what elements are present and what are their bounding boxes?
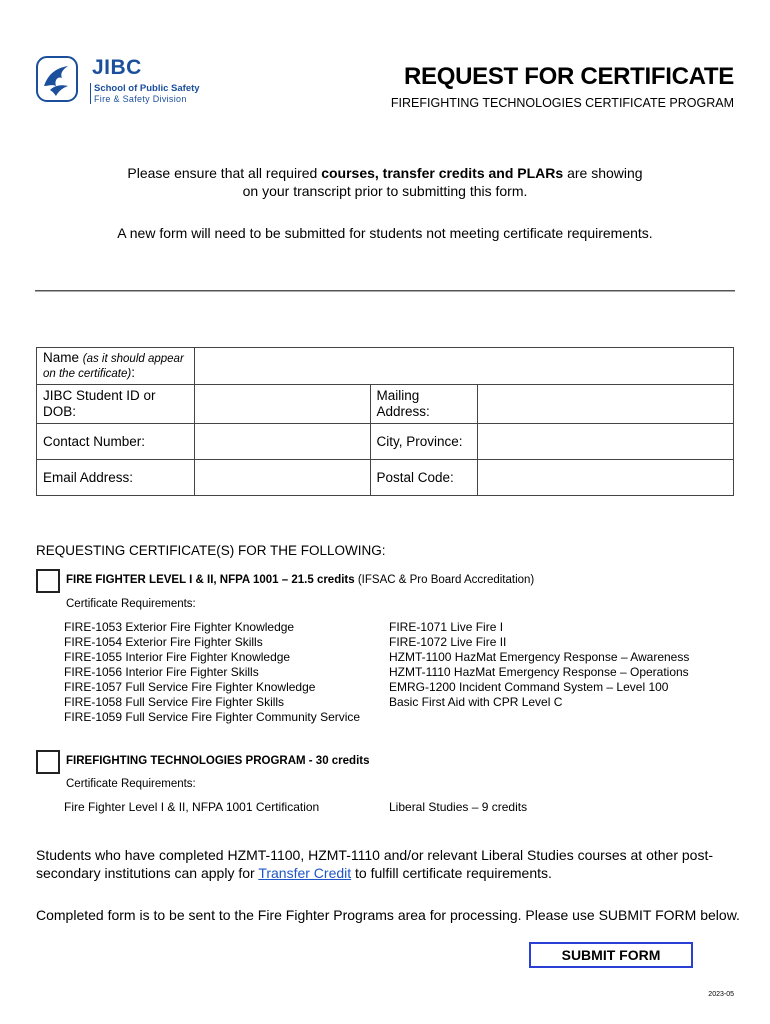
- notice-text: A new form will need to be submitted for students not meeting certificate requirements.: [117, 225, 653, 241]
- logo-name: JIBC: [92, 56, 142, 79]
- jibc-logo: [36, 56, 236, 108]
- course-item: FIRE-1072 Live Fire II: [389, 635, 507, 649]
- firefighting-tech-req-label: Certificate Requirements:: [66, 778, 196, 790]
- mailing-address-label: Mailing Address:: [370, 385, 478, 424]
- submit-form-button[interactable]: SUBMIT FORM: [529, 942, 693, 968]
- course-item: FIRE-1056 Interior Fire Fighter Skills: [64, 665, 259, 679]
- form-version: 2023-05: [708, 991, 734, 998]
- student-id-label: JIBC Student ID or DOB:: [37, 385, 195, 424]
- logo-divider: [90, 83, 91, 104]
- name-label-text: Name: [43, 350, 83, 365]
- course-item: HZMT-1110 HazMat Emergency Response – Operations: [389, 665, 689, 679]
- email-label: Email Address:: [37, 460, 195, 496]
- transfer-credit-note: [36, 846, 736, 882]
- email-field[interactable]: [194, 460, 370, 496]
- name-hint: (as it should appear on the certificate): [43, 353, 184, 380]
- fire-fighter-right-courses: [389, 620, 689, 710]
- postal-code-label: Postal Code:: [370, 460, 478, 496]
- intro-part1: Please ensure that all required: [127, 165, 322, 181]
- logo-division: Fire & Safety Division: [94, 94, 187, 104]
- intro-bold: courses, transfer credits and PLARs: [321, 165, 564, 181]
- transfer-note-part2: to fulfill certificate requirements.: [351, 865, 552, 881]
- intro-text: [0, 164, 770, 200]
- course-item: FIRE-1057 Full Service Fire Fighter Knowledge: [64, 680, 316, 694]
- name-colon: :: [131, 365, 135, 380]
- firefighting-tech-right-req: Liberal Studies – 9 credits: [389, 800, 528, 814]
- firefighting-tech-checkbox[interactable]: [36, 750, 60, 774]
- fire-fighter-left-courses: [64, 620, 360, 725]
- page-subtitle: FIREFIGHTING TECHNOLOGIES CERTIFICATE PROGRAM: [390, 96, 734, 110]
- name-field[interactable]: [194, 348, 733, 385]
- firefighting-tech-title: [66, 755, 370, 767]
- course-item: Basic First Aid with CPR Level C: [389, 695, 563, 709]
- fire-fighter-title-bold: FIRE FIGHTER LEVEL I & II, NFPA 1001 – 21.5 credits: [66, 574, 355, 586]
- course-item: FIRE-1058 Full Service Fire Fighter Skills: [64, 695, 285, 709]
- postal-code-field[interactable]: [478, 460, 734, 496]
- page-title: REQUEST FOR CERTIFICATE: [404, 63, 734, 90]
- student-id-field[interactable]: [194, 385, 370, 424]
- name-label: [37, 348, 195, 385]
- firefighting-tech-left-req: Fire Fighter Level I & II, NFPA 1001 Certification: [64, 800, 320, 814]
- course-item: FIRE-1059 Full Service Fire Fighter Community Service: [64, 710, 361, 724]
- fire-fighter-req-label: Certificate Requirements:: [66, 598, 196, 610]
- course-item: EMRG-1200 Incident Command System – Level 100: [389, 680, 669, 694]
- contact-number-label: Contact Number:: [37, 424, 195, 460]
- city-province-label: City, Province:: [370, 424, 478, 460]
- logo-school: School of Public Safety: [94, 83, 200, 94]
- intro-line2: on your transcript prior to submitting this form.: [242, 183, 528, 199]
- course-item: FIRE-1054 Exterior Fire Fighter Skills: [64, 635, 263, 649]
- fire-fighter-title: [66, 574, 534, 586]
- mailing-address-field[interactable]: [478, 385, 734, 424]
- course-item: FIRE-1055 Interior Fire Fighter Knowledge: [64, 650, 291, 664]
- fire-fighter-title-rest: (IFSAC & Pro Board Accreditation): [354, 574, 535, 586]
- contact-number-field[interactable]: [194, 424, 370, 460]
- transfer-note-part1: Students who have completed HZMT-1100, HZMT-1110 and/or relevant Liberal Studies courses at other post-secondary institutions can apply for: [36, 847, 714, 881]
- firefighting-tech-title-bold: FIREFIGHTING TECHNOLOGIES PROGRAM - 30 credits: [66, 755, 370, 767]
- intro-part2: are showing: [563, 165, 643, 181]
- fire-fighter-checkbox[interactable]: [36, 569, 60, 593]
- section-divider: [35, 290, 735, 292]
- city-province-field[interactable]: [478, 424, 734, 460]
- certificates-heading: REQUESTING CERTIFICATE(S) FOR THE FOLLOWING:: [36, 543, 386, 558]
- student-info-table: [36, 347, 734, 496]
- eagle-logo-icon: [36, 56, 78, 102]
- course-item: FIRE-1071 Live Fire I: [389, 620, 504, 634]
- course-item: HZMT-1100 HazMat Emergency Response – Awareness: [389, 650, 690, 664]
- submission-note: Completed form is to be sent to the Fire Fighter Programs area for processing. Please use SUBMIT FORM below.: [36, 907, 740, 923]
- transfer-credit-link[interactable]: Transfer Credit: [258, 865, 352, 881]
- course-item: FIRE-1053 Exterior Fire Fighter Knowledge: [64, 620, 295, 634]
